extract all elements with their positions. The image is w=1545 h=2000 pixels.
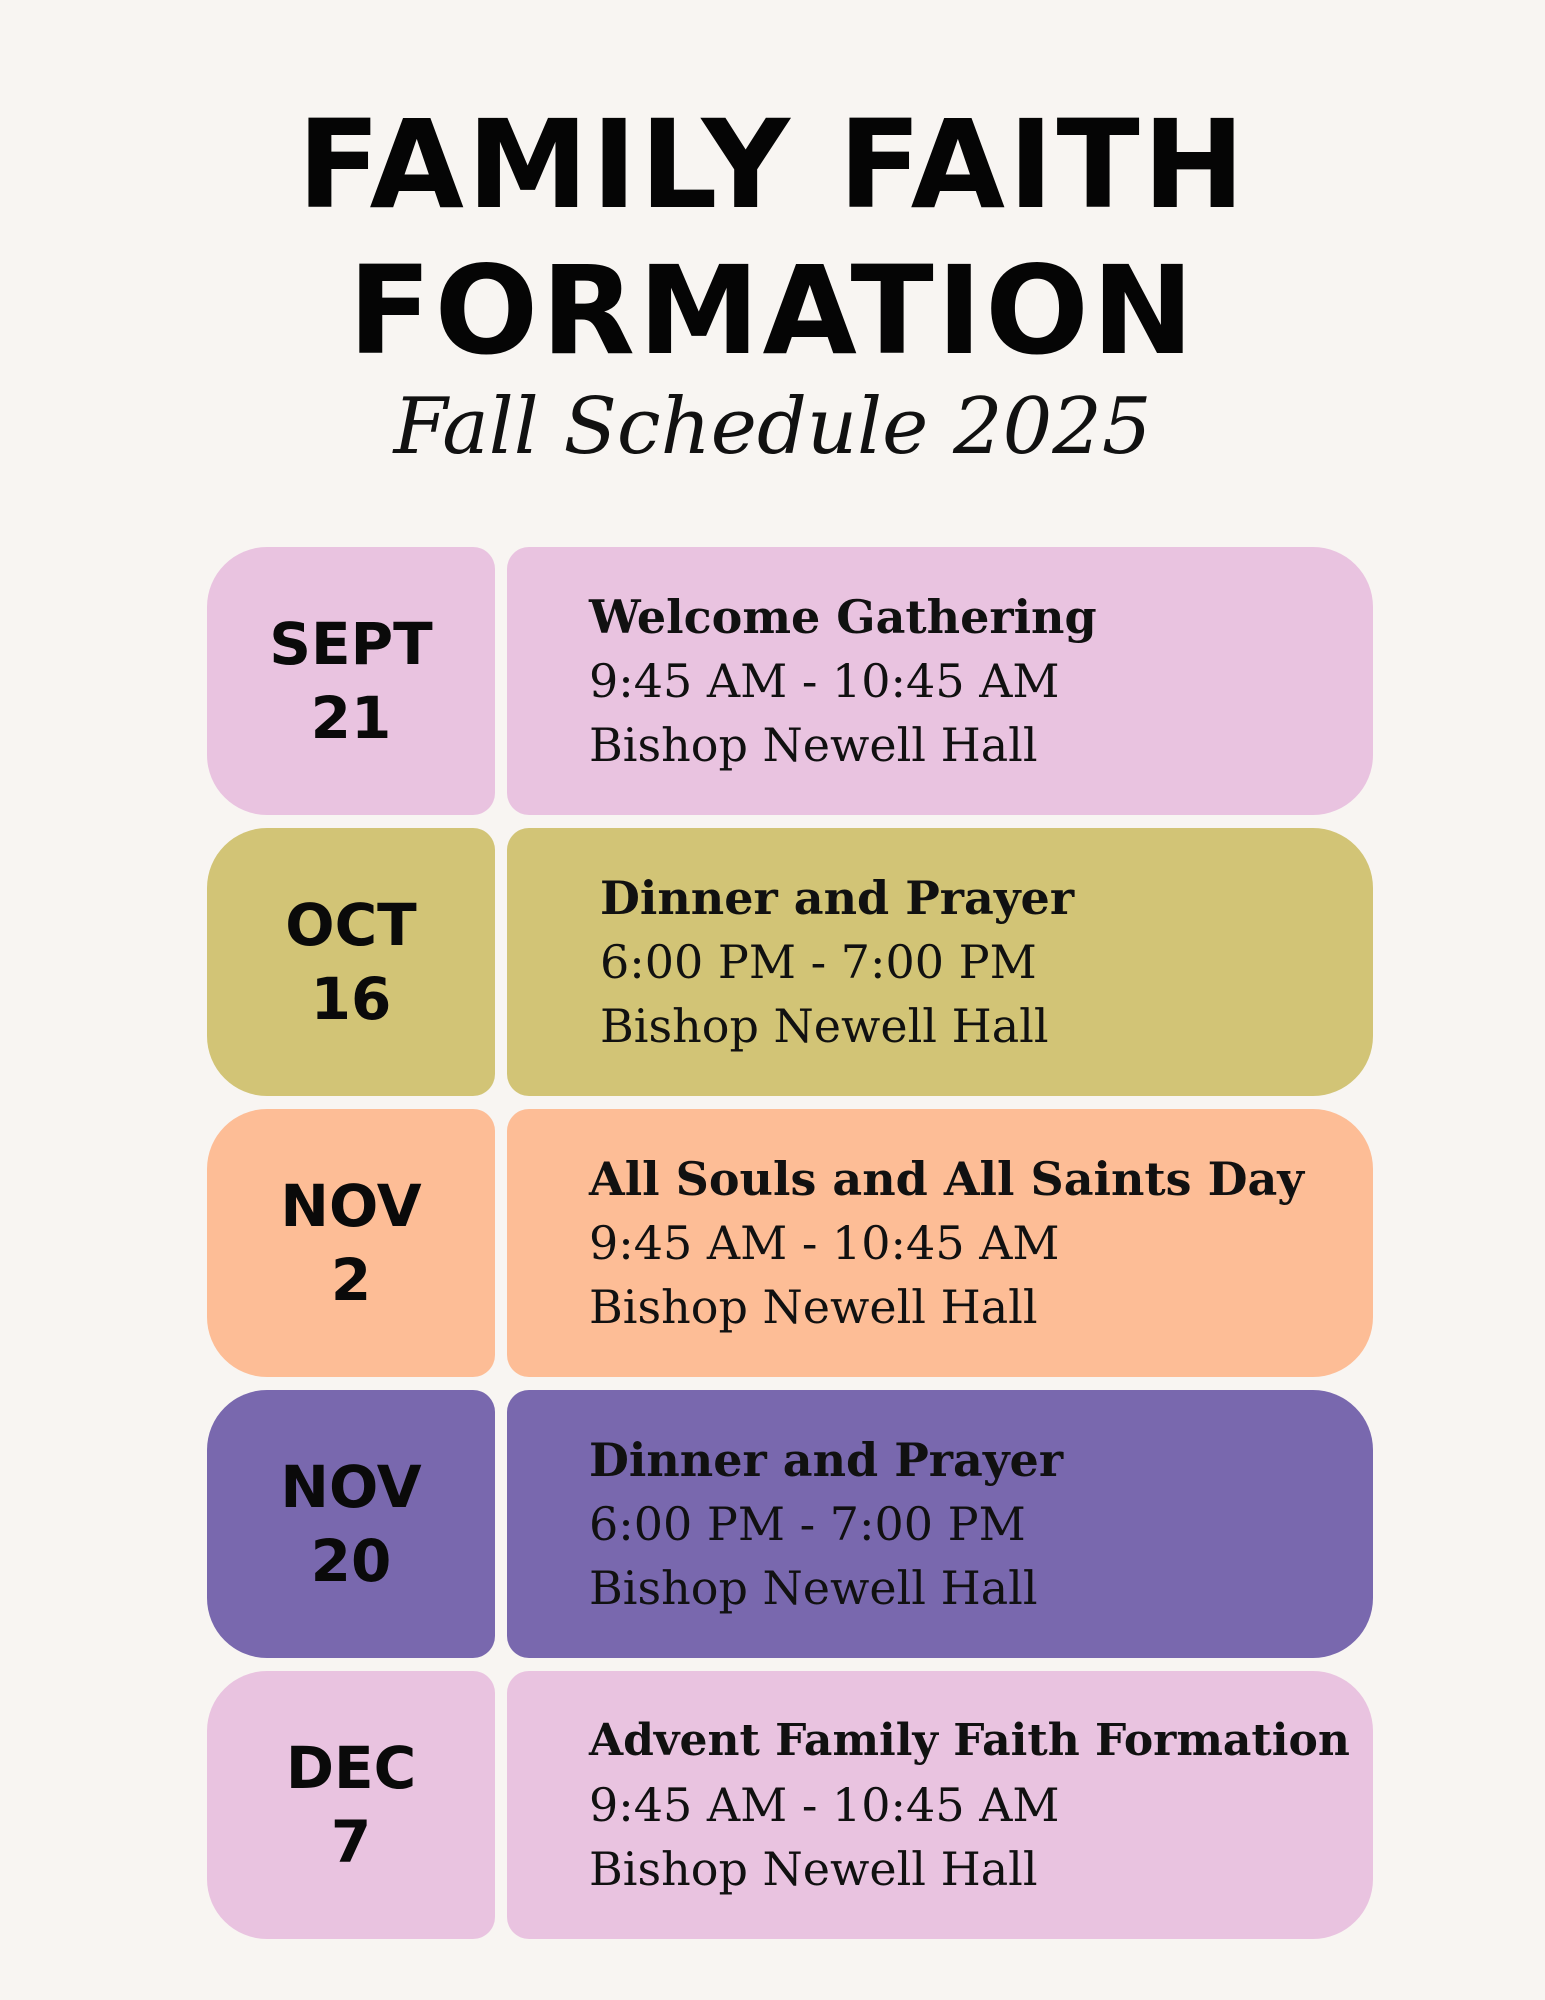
event-place: Bishop Newell Hall [600,999,1049,1053]
event-box [507,547,1373,815]
date-day: 21 [310,684,392,752]
date-month: NOV [280,1453,422,1521]
date-day: 2 [330,1246,372,1314]
event-name: All Souls and All Saints Day [589,1152,1304,1206]
date-day: 16 [310,965,392,1033]
event-box [507,1671,1373,1939]
event-time: 9:45 AM - 10:45 AM [589,654,1060,708]
event-name: Dinner and Prayer [600,871,1075,925]
event-name: Welcome Gathering [589,590,1097,644]
date-box [207,547,495,815]
date-box [207,1671,495,1939]
title-line-2: FORMATION [348,240,1197,382]
subtitle: Fall Schedule 2025 [393,382,1152,472]
schedule-row-sept-21 [207,547,1373,815]
schedule-row-nov-2 [207,1109,1373,1377]
date-month: OCT [285,891,417,959]
date-day: 7 [330,1808,372,1876]
date-box [207,1109,495,1377]
event-time: 6:00 PM - 7:00 PM [600,935,1037,989]
date-box [207,1390,495,1658]
event-box [507,828,1373,1096]
date-month: NOV [280,1172,422,1240]
date-month: DEC [285,1734,417,1802]
event-time: 6:00 PM - 7:00 PM [589,1497,1026,1551]
date-day: 20 [310,1527,392,1595]
event-time: 9:45 AM - 10:45 AM [589,1216,1060,1270]
event-place: Bishop Newell Hall [589,1280,1038,1334]
schedule-row-nov-20 [207,1390,1373,1658]
date-box [207,828,495,1096]
event-place: Bishop Newell Hall [589,1842,1038,1896]
event-place: Bishop Newell Hall [589,1561,1038,1615]
schedule-row-oct-16 [207,828,1373,1096]
event-time: 9:45 AM - 10:45 AM [589,1778,1060,1832]
title-line-1: FAMILY FAITH [297,94,1248,236]
event-name: Dinner and Prayer [589,1433,1064,1487]
event-box [507,1390,1373,1658]
event-name: Advent Family Faith Formation [589,1715,1350,1766]
event-box [507,1109,1373,1377]
event-place: Bishop Newell Hall [589,718,1038,772]
schedule-row-dec-7 [207,1671,1373,1939]
date-month: SEPT [269,610,433,678]
